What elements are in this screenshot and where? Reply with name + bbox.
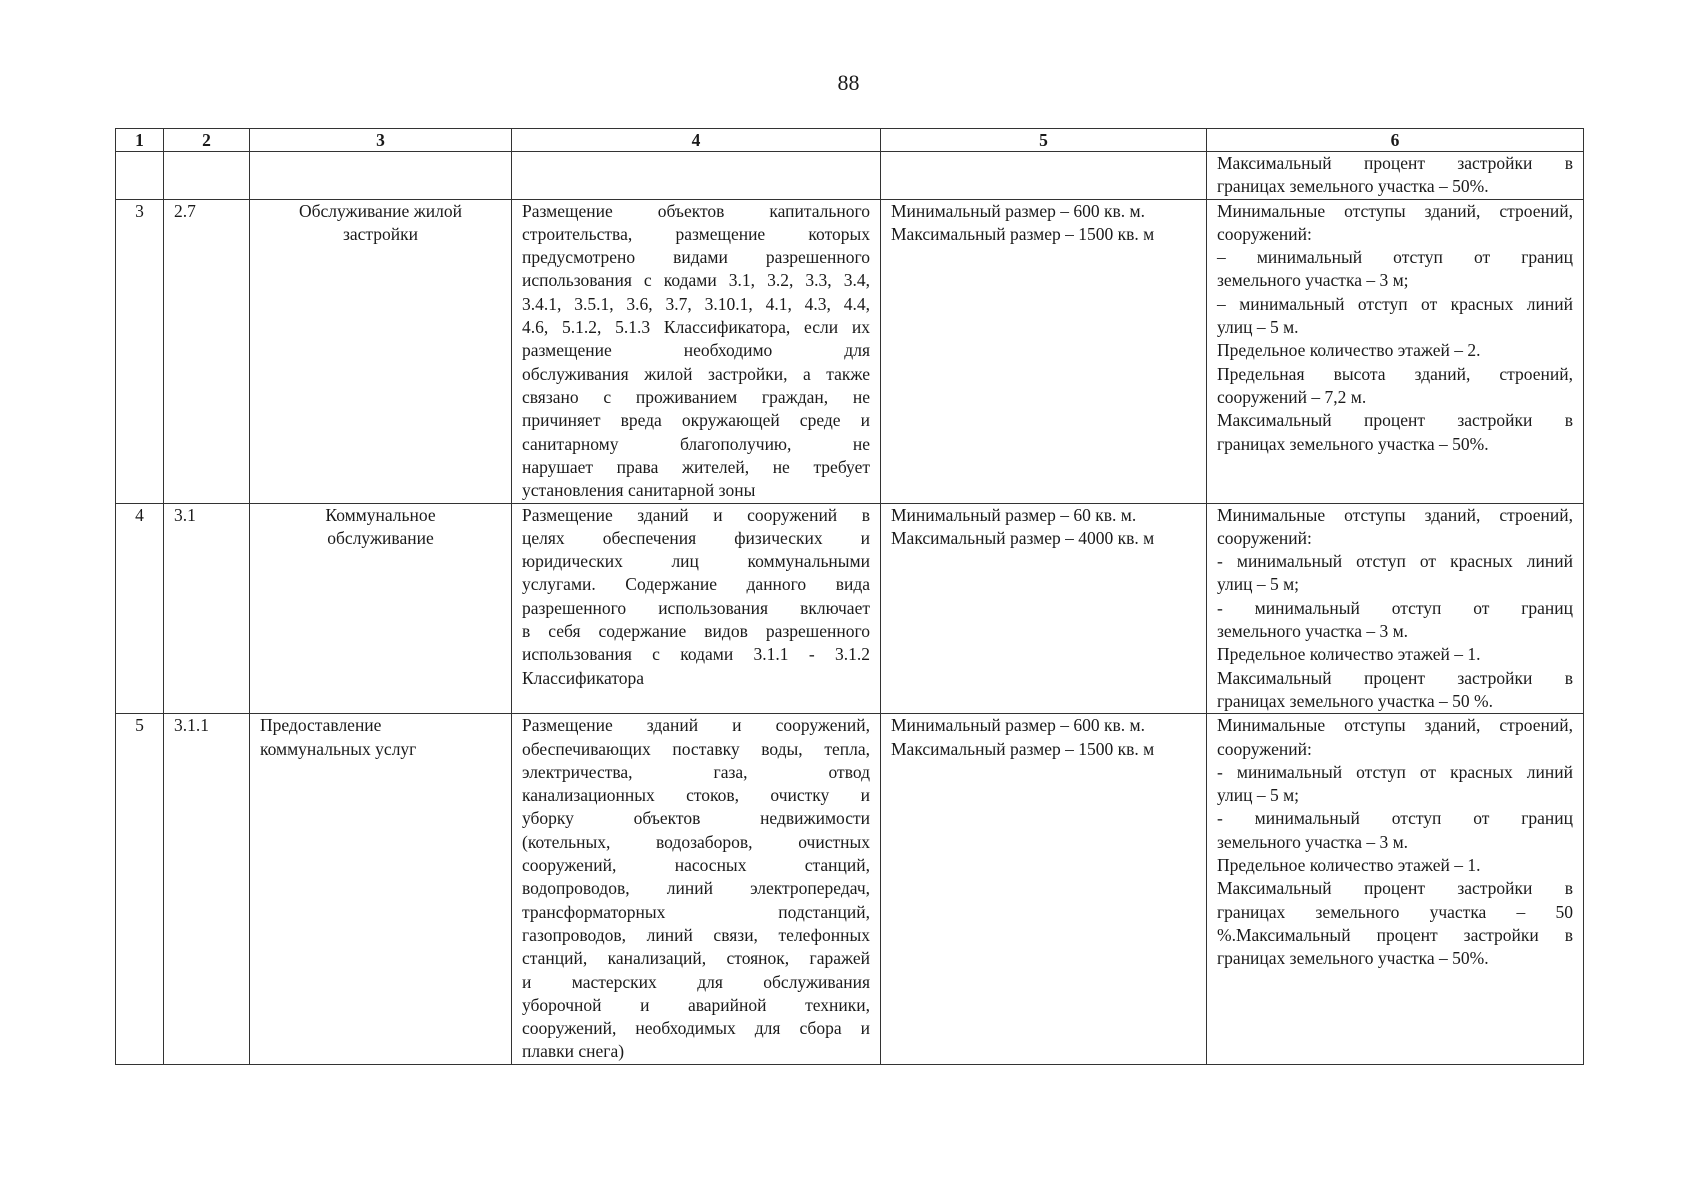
cell-description	[512, 714, 881, 1064]
header-row	[116, 129, 1584, 152]
text-line: (котельных, водозаборов, очистных	[522, 831, 870, 852]
cell-row-number: 5	[116, 714, 164, 1064]
text-line: сооружений, необходимых для сбора и	[522, 1018, 870, 1039]
text-line: Максимальный процент застройки в	[1217, 410, 1573, 431]
text-line: коммунальных услуг	[260, 738, 417, 759]
text-line: причиняет вреда окружающей среде и	[522, 410, 870, 431]
text-line: Максимальный размер – 4000 кв. м	[891, 527, 1155, 548]
text-line: обслуживание	[327, 527, 434, 548]
text-line: предусмотрено видами разрешенного	[522, 247, 870, 268]
cell-params	[1207, 503, 1584, 714]
text-line: установления санитарной зоны	[522, 480, 756, 501]
text-line: использования с кодами 3.1, 3.2, 3.3, 3.4,	[522, 270, 870, 291]
text-line: границах земельного участка – 50 %.	[1217, 690, 1493, 711]
cell-empty	[881, 152, 1207, 200]
text-line: и мастерских для обслуживания	[522, 971, 870, 992]
text-line: границах земельного участка – 50%.	[1217, 948, 1489, 969]
cell-plot-size	[881, 199, 1207, 503]
text-line: улиц – 5 м.	[1217, 317, 1299, 338]
text-line: Предельное количество этажей – 2.	[1217, 340, 1481, 361]
cell-use-name	[250, 503, 512, 714]
text-line: газопроводов, линий связи, телефонных	[522, 924, 870, 945]
text-line: - минимальный отступ от красных линий	[1217, 761, 1573, 782]
text-line: сооружений:	[1217, 738, 1312, 759]
land-use-table	[115, 128, 1584, 1065]
text-line: земельного участка – 3 м.	[1217, 831, 1409, 852]
cell-code: 2.7	[164, 199, 250, 503]
text-line: Минимальный размер – 60 кв. м.	[891, 504, 1137, 525]
text-line: услугами. Содержание данного вида	[522, 574, 870, 595]
text-line: электричества, газа, отвод	[522, 761, 870, 782]
text-line: - минимальный отступ от красных линий	[1217, 551, 1573, 572]
text-line: Коммунальное	[325, 504, 436, 525]
text-line: Максимальный размер – 1500 кв. м	[891, 223, 1155, 244]
text-line: разрешенного использования включает	[522, 597, 870, 618]
text-line: – минимальный отступ от границ	[1217, 247, 1573, 268]
cell-code: 3.1.1	[164, 714, 250, 1064]
text-line: уборочной и аварийной техники,	[522, 994, 870, 1015]
table-row	[116, 714, 1584, 1064]
text-line: Максимальный процент застройки в	[1217, 878, 1573, 899]
text-line: станций, канализаций, стоянок, гаражей	[522, 948, 870, 969]
table-row	[116, 503, 1584, 714]
cell-plot-size	[881, 714, 1207, 1064]
text-line: %.Максимальный процент застройки в	[1217, 924, 1573, 945]
cell-description	[512, 199, 881, 503]
text-line: границах земельного участка – 50%.	[1217, 176, 1489, 197]
cell-use-name	[250, 199, 512, 503]
continuation-row	[116, 152, 1584, 200]
table-row	[116, 199, 1584, 503]
text-line: строительства, размещение которых	[522, 223, 870, 244]
text-line: трансформаторных подстанций,	[522, 901, 870, 922]
text-line: Минимальные отступы зданий, строений,	[1217, 504, 1573, 525]
text-line: Размещение объектов капитального	[522, 200, 870, 221]
text-line: сооружений:	[1217, 223, 1312, 244]
text-line: использования с кодами 3.1.1 - 3.1.2	[522, 644, 870, 665]
text-line: границах земельного участка – 50	[1217, 901, 1573, 922]
text-line: сооружений:	[1217, 527, 1312, 548]
text-line: земельного участка – 3 м.	[1217, 621, 1409, 642]
text-line: целях обеспечения физических и	[522, 527, 870, 548]
text-line: застройки	[342, 223, 419, 244]
header-col-5: 5	[881, 129, 1207, 152]
text-line: Размещение зданий и сооружений,	[522, 715, 870, 736]
cell-empty	[250, 152, 512, 200]
header-col-3: 3	[250, 129, 512, 152]
text-line: Размещение зданий и сооружений в	[522, 504, 870, 525]
cell-params	[1207, 199, 1584, 503]
text-line: Минимальные отступы зданий, строений,	[1217, 715, 1573, 736]
text-line: границах земельного участка – 50%.	[1217, 433, 1489, 454]
text-line: сооружений, насосных станций,	[522, 855, 870, 876]
text-line: Максимальный процент застройки в	[1217, 153, 1573, 173]
text-line: – минимальный отступ от красных линий	[1217, 293, 1573, 314]
text-line: Максимальный размер – 1500 кв. м	[891, 738, 1155, 759]
cell-code: 3.1	[164, 503, 250, 714]
text-line: плавки снега)	[522, 1041, 625, 1062]
text-line: Предельное количество этажей – 1.	[1217, 855, 1481, 876]
text-line: 4.6, 5.1.2, 5.1.3 Классификатора, если их	[522, 317, 870, 338]
cell-use-name	[250, 714, 512, 1064]
text-line: - минимальный отступ от границ	[1217, 597, 1573, 618]
cell-row-number: 4	[116, 503, 164, 714]
text-line: уборку объектов недвижимости	[522, 808, 870, 829]
text-line: Максимальный процент застройки в	[1217, 667, 1573, 688]
header-col-2: 2	[164, 129, 250, 152]
cell-empty	[512, 152, 881, 200]
text-line: - минимальный отступ от границ	[1217, 808, 1573, 829]
text-line: водопроводов, линий электропередач,	[522, 878, 870, 899]
header-col-6: 6	[1207, 129, 1584, 152]
text-line: связано с проживанием граждан, не	[522, 386, 870, 407]
text-line: обслуживания жилой застройки, а также	[522, 363, 870, 384]
text-line: санитарному благополучию, не	[522, 433, 870, 454]
text-line: Предельное количество этажей – 1.	[1217, 644, 1481, 665]
text-line: размещение необходимо для	[522, 340, 870, 361]
cell-params	[1207, 152, 1584, 200]
text-line: Минимальные отступы зданий, строений,	[1217, 200, 1573, 221]
cell-plot-size	[881, 503, 1207, 714]
text-line: земельного участка – 3 м;	[1217, 270, 1409, 291]
text-line: Минимальный размер – 600 кв. м.	[891, 715, 1145, 736]
cell-params	[1207, 714, 1584, 1064]
header-col-1: 1	[116, 129, 164, 152]
text-line: Обслуживание жилой	[299, 200, 462, 221]
text-line: нарушает права жителей, не требует	[522, 456, 870, 477]
text-line: Предоставление	[260, 715, 382, 736]
text-line: обеспечивающих поставку воды, тепла,	[522, 738, 870, 759]
text-line: в себя содержание видов разрешенного	[522, 621, 870, 642]
header-col-4: 4	[512, 129, 881, 152]
text-line: улиц – 5 м;	[1217, 574, 1300, 595]
text-line: сооружений – 7,2 м.	[1217, 386, 1367, 407]
text-line: Предельная высота зданий, строений,	[1217, 363, 1573, 384]
text-line: канализационных стоков, очистку и	[522, 785, 870, 806]
text-line: Минимальный размер – 600 кв. м.	[891, 200, 1145, 221]
text-line: 3.4.1, 3.5.1, 3.6, 3.7, 3.10.1, 4.1, 4.3, 4.4,	[522, 293, 870, 314]
cell-row-number: 3	[116, 199, 164, 503]
text-line: юридических лиц коммунальными	[522, 551, 870, 572]
page-number: 88	[837, 70, 860, 95]
text-line: улиц – 5 м;	[1217, 785, 1300, 806]
text-line: Классификатора	[522, 667, 645, 688]
cell-empty	[164, 152, 250, 200]
cell-empty	[116, 152, 164, 200]
cell-description	[512, 503, 881, 714]
